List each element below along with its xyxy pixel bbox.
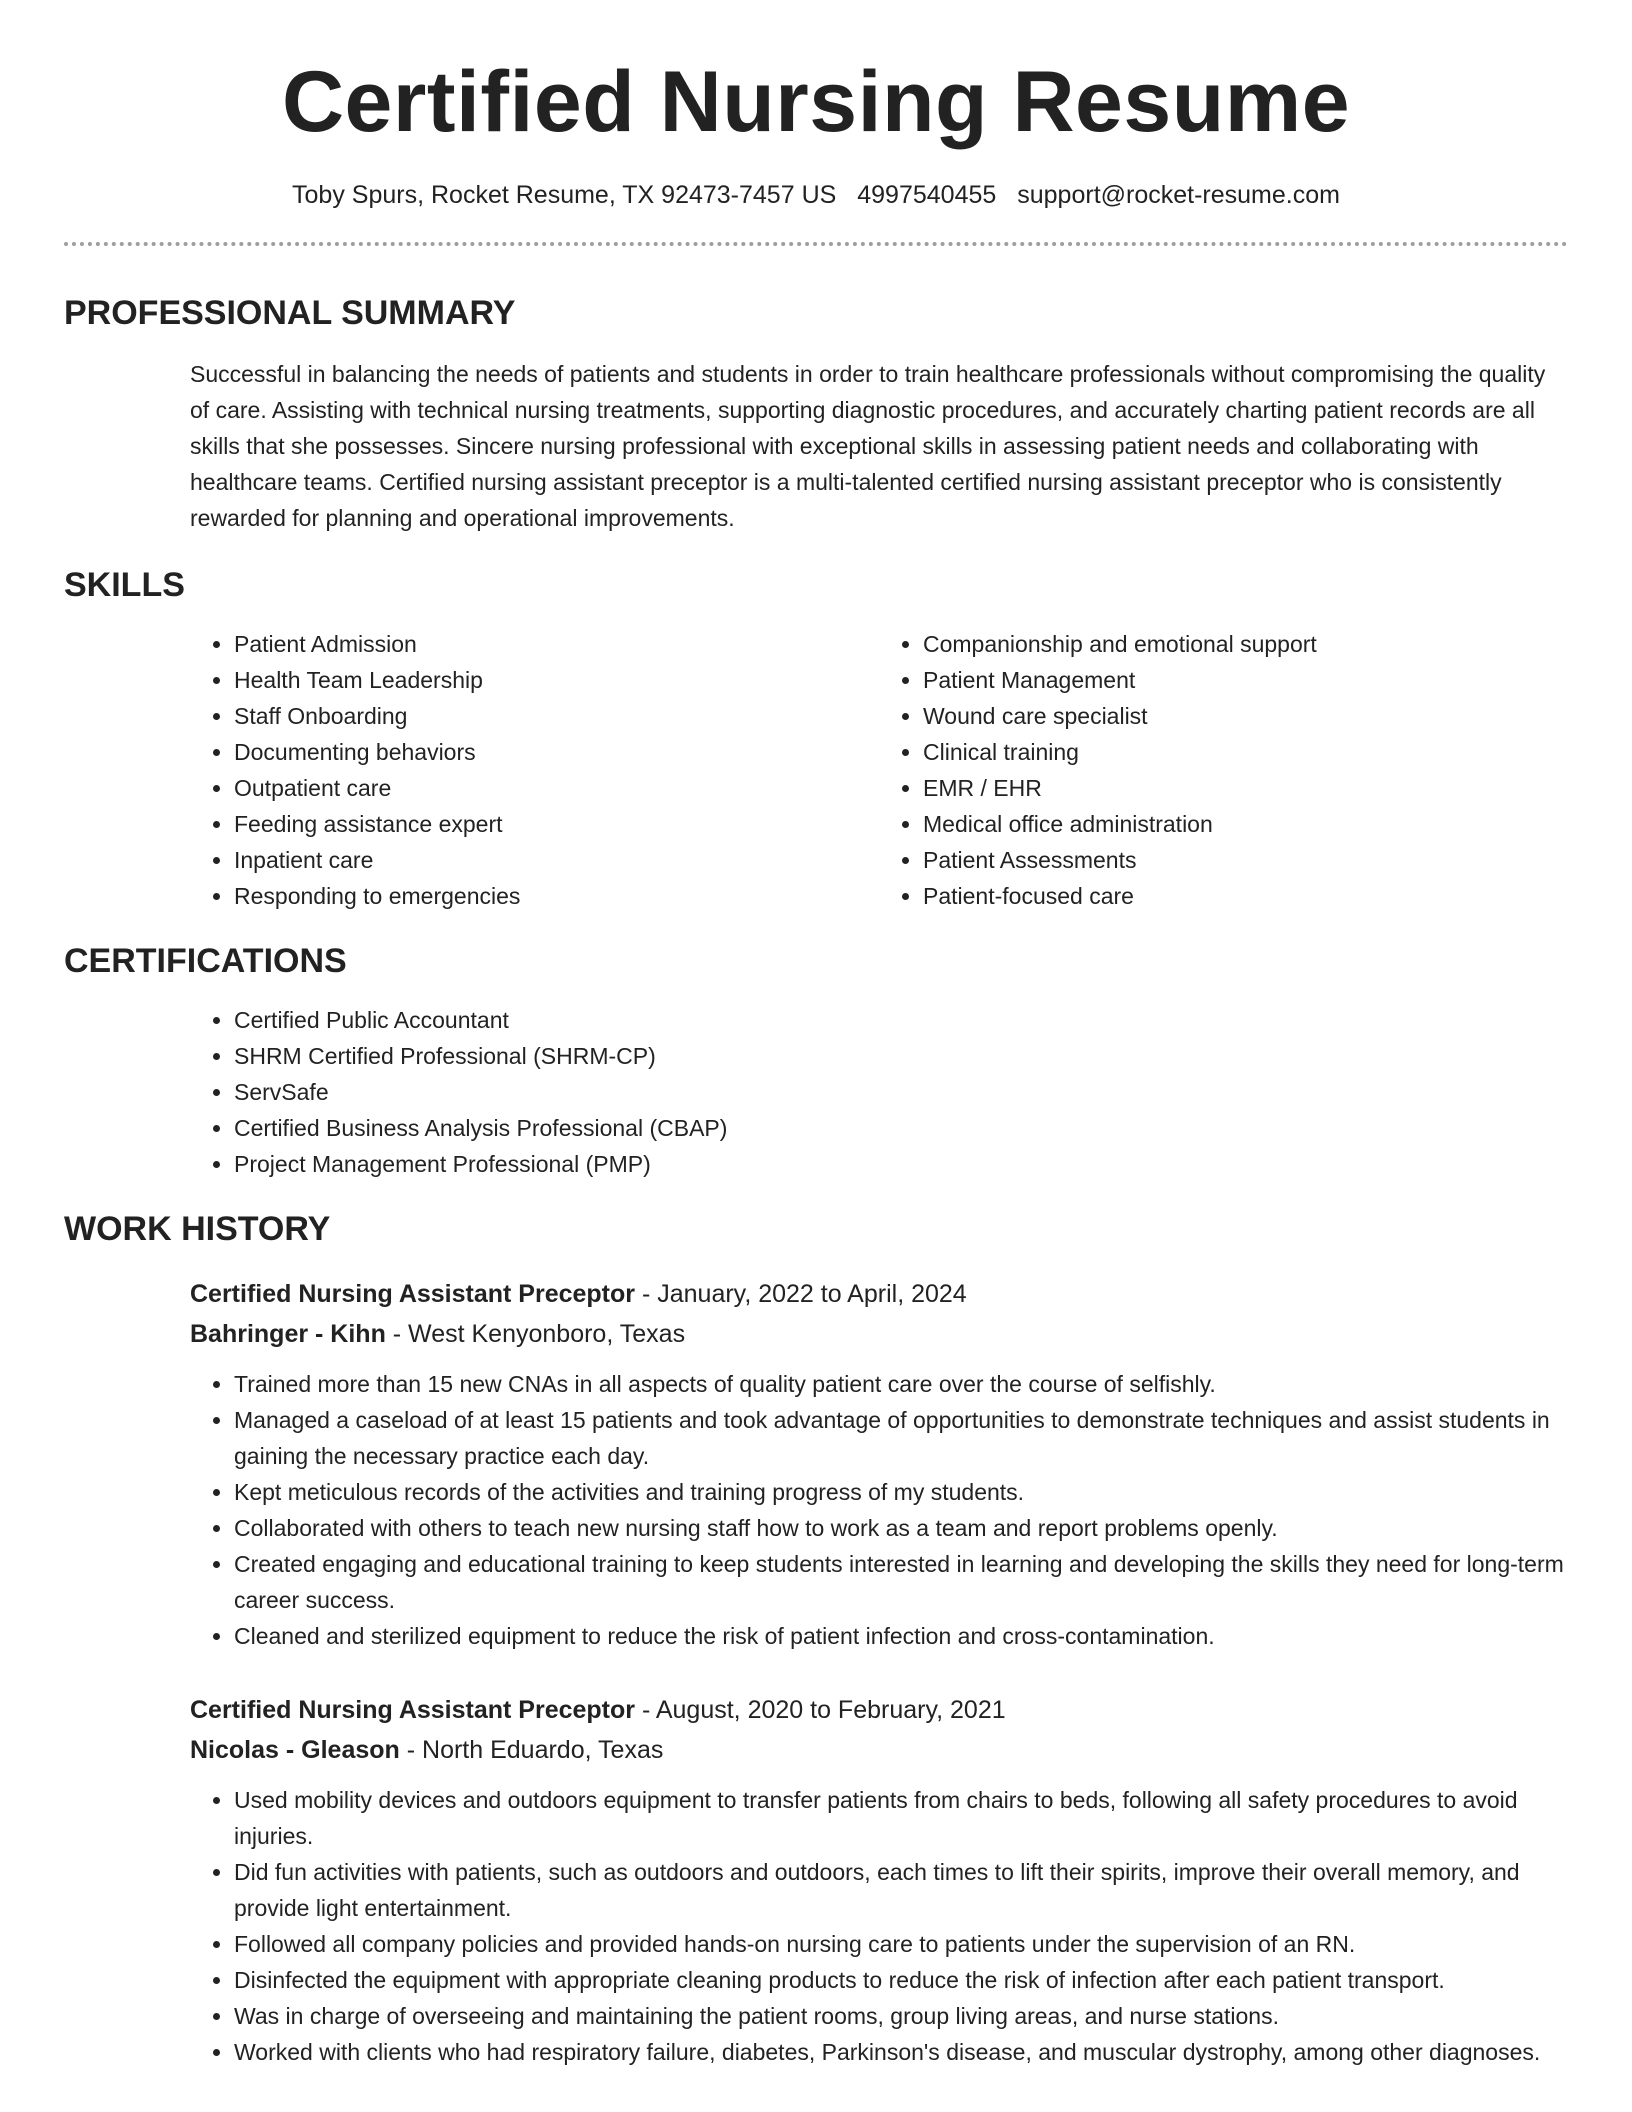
skill-item: • Outpatient care <box>234 770 879 806</box>
job-location: - North Eduardo, Texas <box>399 1736 664 1764</box>
contact-address: Toby Spurs, Rocket Resume, TX 92473-7457 US <box>292 181 837 209</box>
certifications-section <box>64 940 1568 1182</box>
job-title-line <box>190 1690 1568 1730</box>
summary-text: Successful in balancing the needs of patients and students in order to train healthcare professionals without compromising the quality of care. Assisting with technical nursing treatments, supporting diagnostic procedures, and accurately charting patient records are all skills that she possesses. Sincere nursing professional with exceptional skills in assessing patient needs and collaborating with healthcare teams. Certified nursing assistant preceptor is a multi-talented certified nursing assistant preceptor who is consistently rewarded for planning and operational improvements. <box>190 361 1546 531</box>
job-company: Nicolas - Gleason <box>190 1736 400 1764</box>
contact-line <box>64 178 1568 212</box>
job-bullet: • Followed all company policies and provided hands-on nursing care to patients under the supervision of an RN. <box>234 1926 1568 1962</box>
skill-item: • Documenting behaviors <box>234 734 879 770</box>
skill-item: • Patient-focused care <box>923 878 1568 914</box>
skill-item: • Patient Admission <box>234 626 879 662</box>
certification-item: • ServSafe <box>234 1074 1568 1110</box>
skill-item: • Patient Management <box>923 662 1568 698</box>
job-entry <box>190 1690 1568 2070</box>
job-title: Certified Nursing Assistant Preceptor <box>190 1280 636 1308</box>
summary-section <box>64 292 1568 536</box>
certification-item: • Certified Business Analysis Professional (CBAP) <box>234 1110 1568 1146</box>
work-history-heading: WORK HISTORY <box>64 1210 331 1248</box>
skills-heading: SKILLS <box>64 566 185 604</box>
job-bullet: • Did fun activities with patients, such as outdoors and outdoors, each times to lift their spirits, improve their overall memory, and provide light entertainment. <box>234 1854 1568 1926</box>
skills-list-right <box>879 626 1568 914</box>
certifications-heading: CERTIFICATIONS <box>64 942 347 980</box>
job-bullet: • Collaborated with others to teach new nursing staff how to work as a team and report problems openly. <box>234 1510 1568 1546</box>
job-bullet: • Managed a caseload of at least 15 patients and took advantage of opportunities to demonstrate techniques and assist students in gaining the necessary practice each day. <box>234 1402 1568 1474</box>
skill-item: • Companionship and emotional support <box>923 626 1568 662</box>
certification-item: • SHRM Certified Professional (SHRM-CP) <box>234 1038 1568 1074</box>
skill-item: • Patient Assessments <box>923 842 1568 878</box>
job-location: - West Kenyonboro, Texas <box>385 1320 686 1348</box>
resume-page <box>64 0 1568 2070</box>
skill-item: • Medical office administration <box>923 806 1568 842</box>
resume-title: Certified Nursing Resume <box>281 54 1351 150</box>
job-bullet: • Created engaging and educational training to keep students interested in learning and developing the skills they need for long-term career success. <box>234 1546 1568 1618</box>
job-bullet: • Kept meticulous records of the activities and training progress of my students. <box>234 1474 1568 1510</box>
job-dates: - January, 2022 to April, 2024 <box>635 1280 967 1308</box>
job-bullet: • Used mobility devices and outdoors equipment to transfer patients from chairs to beds, following all safety procedures to avoid injuries. <box>234 1782 1568 1854</box>
job-company-line <box>190 1730 1568 1770</box>
job-bullets <box>190 1366 1568 1654</box>
skills-section <box>64 564 1568 914</box>
job-company-line <box>190 1314 1568 1354</box>
job-title-line <box>190 1274 1568 1314</box>
job-bullets <box>190 1782 1568 2070</box>
skill-item: • EMR / EHR <box>923 770 1568 806</box>
work-history-section <box>64 1208 1568 2070</box>
skill-item: • Inpatient care <box>234 842 879 878</box>
job-bullet: • Was in charge of overseeing and maintaining the patient rooms, group living areas, and nurse stations. <box>234 1998 1568 2034</box>
job-bullet: • Disinfected the equipment with appropriate cleaning products to reduce the risk of infection after each patient transport. <box>234 1962 1568 1998</box>
contact-phone: 4997540455 <box>857 181 997 209</box>
summary-heading: PROFESSIONAL SUMMARY <box>64 294 516 332</box>
skill-item: • Feeding assistance expert <box>234 806 879 842</box>
job-bullet: • Trained more than 15 new CNAs in all aspects of quality patient care over the course of selfishly. <box>234 1366 1568 1402</box>
skill-item: • Clinical training <box>923 734 1568 770</box>
skill-item: • Health Team Leadership <box>234 662 879 698</box>
job-bullet: • Worked with clients who had respiratory failure, diabetes, Parkinson's disease, and muscular dystrophy, among other diagnoses. <box>234 2034 1568 2070</box>
skills-grid <box>190 626 1568 914</box>
job-entry <box>190 1274 1568 1654</box>
skill-item: • Wound care specialist <box>923 698 1568 734</box>
skill-item: • Responding to emergencies <box>234 878 879 914</box>
skill-item: • Staff Onboarding <box>234 698 879 734</box>
job-bullet: • Cleaned and sterilized equipment to reduce the risk of patient infection and cross-contamination. <box>234 1618 1568 1654</box>
header-divider <box>64 242 1568 246</box>
skills-list-left <box>190 626 879 914</box>
contact-email: support@rocket-resume.com <box>1017 181 1340 209</box>
certification-item: • Certified Public Accountant <box>234 1002 1568 1038</box>
certification-item: • Project Management Professional (PMP) <box>234 1146 1568 1182</box>
job-title: Certified Nursing Assistant Preceptor <box>190 1696 636 1724</box>
certifications-list <box>190 1002 1568 1182</box>
job-company: Bahringer - Kihn <box>190 1320 386 1348</box>
job-dates: - August, 2020 to February, 2021 <box>635 1696 1006 1724</box>
